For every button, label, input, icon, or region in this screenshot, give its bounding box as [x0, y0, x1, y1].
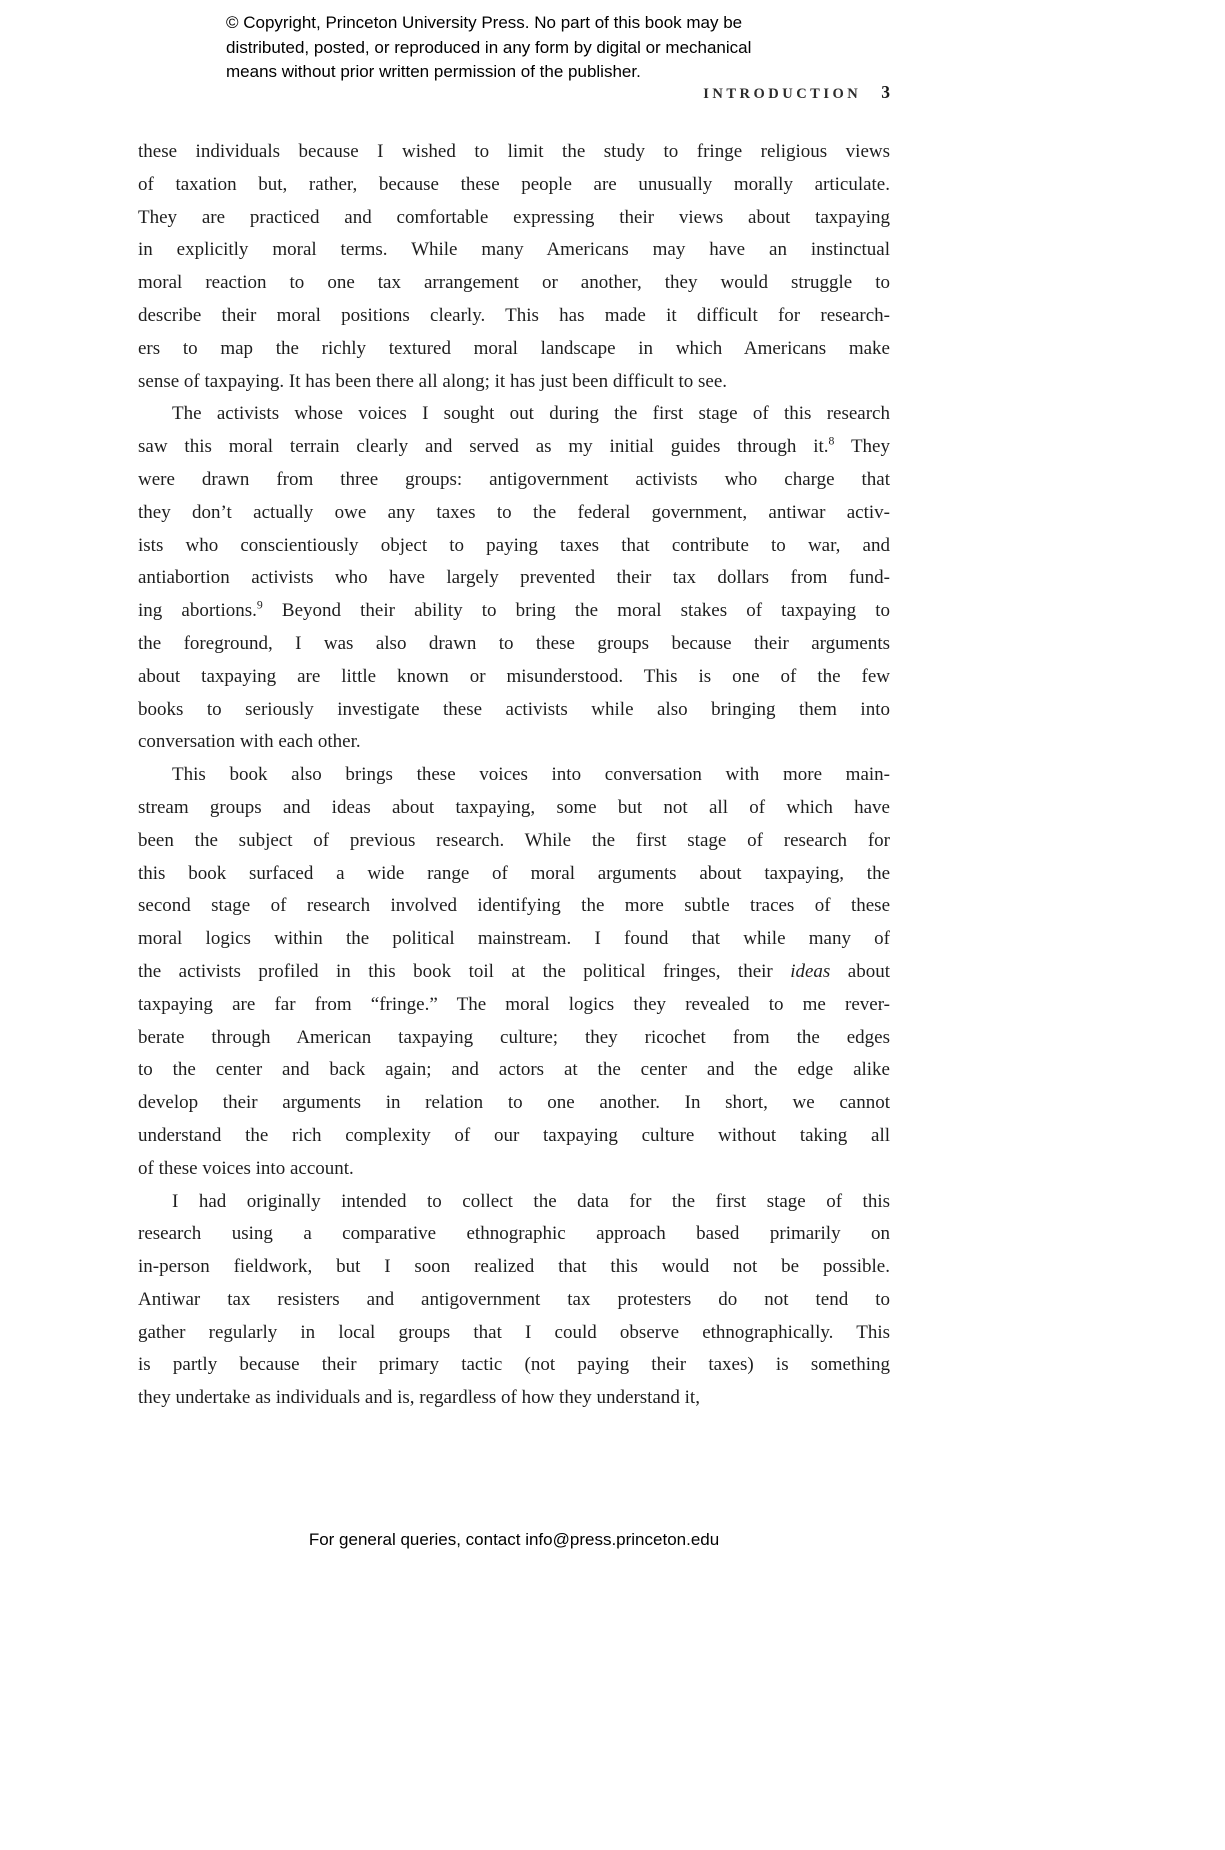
text-line: describe their moral positions clearly. This has made it difficult for research-	[138, 304, 890, 326]
text-line: The activists whose voices I sought out during the first stage of this research	[172, 403, 890, 425]
footnote-reference: 8	[828, 434, 835, 448]
copyright-line: © Copyright, Princeton University Press. No part of this book may be	[226, 13, 743, 32]
text-line: these individuals because I wished to limit the study to fringe religious views	[138, 141, 890, 162]
paragraph	[138, 398, 890, 759]
text-line: of these voices into account.	[138, 1157, 354, 1179]
footnote-reference: 9	[256, 598, 263, 612]
text-line: ing abortions.$^9$ Beyond their ability to bring the moral stakes of taxpaying to	[138, 598, 890, 622]
text-line: they don’t actually owe any taxes to the federal government, antiwar activ-	[138, 501, 890, 523]
copyright-line: means without prior written permission of the publisher.	[226, 62, 641, 81]
text-line: taxpaying are far from “fringe.” The moral logics they revealed to me rever-	[138, 993, 890, 1015]
text-line: they undertake as individuals and is, regardless of how they understand it,	[138, 1387, 700, 1409]
text-line: gather regularly in local groups that I could observe ethnographically. This	[138, 1321, 890, 1343]
text-line: They are practiced and comfortable expressing their views about taxpaying	[138, 206, 890, 228]
text-line: the foreground, I was also drawn to these groups because their arguments	[138, 632, 890, 654]
text-line: conversation with each other.	[138, 731, 361, 753]
text-line: this book surfaced a wide range of moral arguments about taxpaying, the	[138, 862, 890, 884]
text-line: to the center and back again; and actors at the center and the edge alike	[138, 1059, 890, 1081]
text-line: in-person fieldwork, but I soon realized that this would not be possible.	[138, 1256, 890, 1278]
text-line: saw this moral terrain clearly and served as my initial guides through it.$^8$ They	[138, 434, 890, 458]
text-line: books to seriously investigate these activists while also bringing them into	[138, 698, 890, 720]
body-text	[138, 136, 890, 1415]
text-line: were drawn from three groups: antigovernment activists who charge that	[138, 468, 890, 490]
text-line: berate through American taxpaying culture; they ricochet from the edges	[138, 1026, 890, 1048]
text-line: understand the rich complexity of our taxpaying culture without taking all	[138, 1124, 890, 1146]
page-number: 3	[881, 82, 890, 102]
copyright-notice	[226, 11, 751, 85]
text-line: sense of taxpaying. It has been there all along; it has just been difficult to see.	[138, 370, 728, 392]
text-line: moral reaction to one tax arrangement or another, they would struggle to	[138, 272, 890, 294]
text-line: ists who conscientiously object to paying taxes that contribute to war, and	[138, 534, 890, 556]
text-line: antiabortion activists who have largely prevented their tax dollars from fund-	[138, 567, 890, 589]
text-line: the activists profiled in this book toil at the political fringes, their ideas about	[138, 960, 890, 982]
paragraph	[138, 136, 890, 398]
text-line: is partly because their primary tactic (not paying their taxes) is something	[138, 1354, 890, 1376]
text-line: research using a comparative ethnographic approach based primarily on	[138, 1223, 890, 1245]
chapter-title: INTRODUCTION	[703, 86, 862, 102]
text-line: about taxpaying are little known or misunderstood. This is one of the few	[138, 665, 890, 687]
text-line: Antiwar tax resisters and antigovernment tax protesters do not tend to	[138, 1288, 890, 1310]
footer-queries-note: For general queries, contact info@press.princeton.edu	[308, 1530, 720, 1549]
text-line: develop their arguments in relation to one another. In short, we cannot	[138, 1092, 890, 1114]
text-line: moral logics within the political mainstream. I found that while many of	[138, 928, 890, 950]
text-line: I had originally intended to collect the data for the first stage of this	[172, 1190, 890, 1212]
running-head	[138, 82, 890, 103]
paragraph	[138, 1186, 890, 1416]
text-line: ers to map the richly textured moral landscape in which Americans make	[138, 337, 890, 359]
text-line: in explicitly moral terms. While many Americans may have an instinctual	[138, 239, 890, 261]
paragraph	[138, 759, 890, 1185]
text-line: of taxation but, rather, because these people are unusually morally articulate.	[138, 173, 890, 195]
text-line: stream groups and ideas about taxpaying, some but not all of which have	[138, 796, 890, 818]
copyright-line: distributed, posted, or reproduced in any form by digital or mechanical	[226, 37, 752, 57]
text-line: second stage of research involved identifying the more subtle traces of these	[138, 895, 890, 917]
text-line: been the subject of previous research. While the first stage of research for	[138, 829, 890, 851]
text-line: This book also brings these voices into conversation with more main-	[172, 764, 890, 786]
